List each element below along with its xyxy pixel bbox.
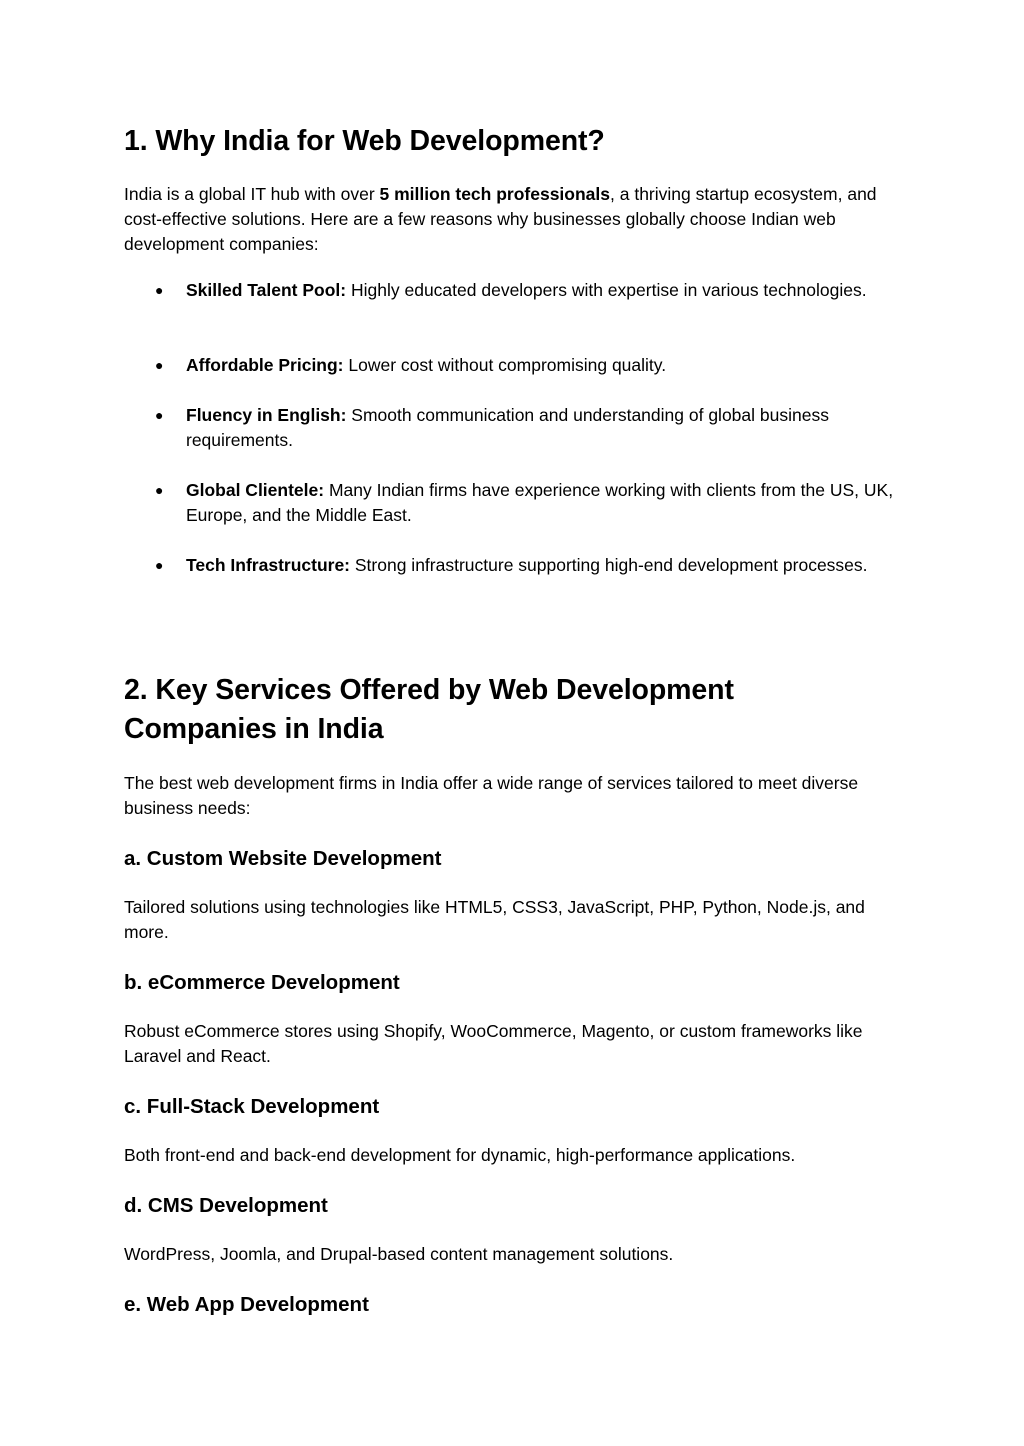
- subsection-paragraph: Tailored solutions using technologies like HTML5, CSS3, JavaScript, PHP, Python, Node.js, and more.: [124, 897, 865, 942]
- list-item-description: Lower cost without compromising quality.: [343, 355, 667, 375]
- subsection-heading: d. CMS Development: [124, 1194, 328, 1217]
- list-item-description: Highly educated developers with expertise in various technologies.: [346, 280, 867, 300]
- list-item-title: Affordable Pricing:: [186, 355, 344, 375]
- list-item-title: Skilled Talent Pool:: [186, 280, 347, 300]
- bullet-icon: ●: [155, 407, 164, 423]
- bullet-icon: ●: [155, 482, 164, 498]
- list-item-text: [186, 403, 896, 453]
- list-item-title: Tech Infrastructure:: [186, 555, 351, 575]
- list-item-description: Smooth communication and understanding of global business requirements.: [186, 405, 829, 450]
- bullet-icon: ●: [155, 282, 164, 298]
- list-item-text: [186, 478, 896, 528]
- list-item-title: Fluency in English:: [186, 405, 347, 425]
- bullet-icon: ●: [155, 357, 164, 373]
- section-intro-paragraph: The best web development firms in India offer a wide range of services tailored to meet diverse business needs:: [124, 773, 859, 818]
- intro-bold-stat: 5 million tech professionals: [379, 184, 611, 204]
- list-item-title: Global Clientele:: [186, 480, 325, 500]
- section-heading-key-services: 2. Key Services Offered by Web Development Companies in India: [124, 674, 734, 745]
- subsection-paragraph: Robust eCommerce stores using Shopify, WooCommerce, Magento, or custom frameworks like Laravel and React.: [124, 1021, 863, 1066]
- list-item-description: Many Indian firms have experience working with clients from the US, UK, Europe, and the Middle East.: [186, 480, 894, 525]
- section-intro-paragraph: [124, 182, 884, 257]
- list-item-text: [186, 353, 896, 378]
- intro-text-start: India is a global IT hub with over: [124, 184, 380, 204]
- list-item-description: Strong infrastructure supporting high-end development processes.: [350, 555, 868, 575]
- subsection-heading: e. Web App Development: [124, 1293, 369, 1316]
- subsection-heading: b. eCommerce Development: [124, 971, 400, 994]
- list-item-text: [186, 553, 896, 578]
- subsection-paragraph: Both front-end and back-end development for dynamic, high-performance applications.: [124, 1145, 796, 1165]
- intro-text-end: , a thriving startup ecosystem, and cost-effective solutions. Here are a few reasons why businesses globally choose Indian web development companies:: [124, 184, 877, 254]
- subsection-heading: c. Full-Stack Development: [124, 1095, 380, 1118]
- subsection-paragraph: WordPress, Joomla, and Drupal-based content management solutions.: [124, 1244, 674, 1264]
- list-item-text: [186, 278, 896, 303]
- subsection-heading: a. Custom Website Development: [124, 847, 442, 870]
- bullet-icon: ●: [155, 557, 164, 573]
- section-heading-why-india: 1. Why India for Web Development?: [124, 125, 605, 157]
